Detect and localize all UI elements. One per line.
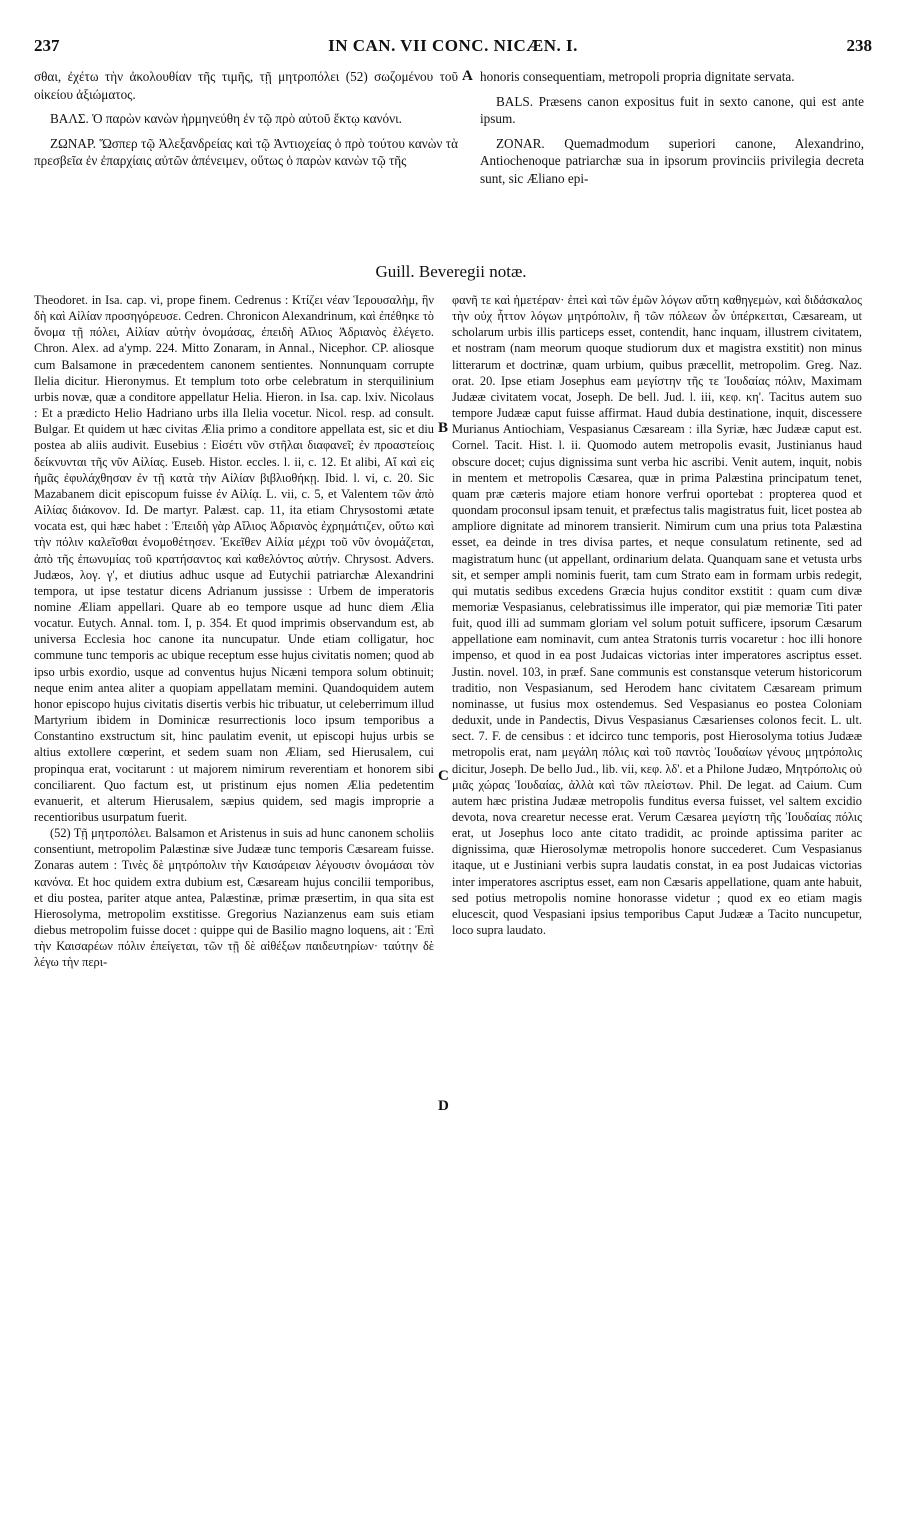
notes-right-column — [452, 292, 862, 938]
greek-zonaras-paragraph: ΖΩΝΑΡ. Ὥσπερ τῷ Ἀλεξανδρείας καὶ τῷ Ἀντιοχείας ὁ πρὸ τούτου κανὼν τὰ πρεσβεῖα ἐν ἐπαρχίαις αὐτῶν ἀπένειμεν, οὕτως ὁ παρὼν κανὼν τῷ τῆς — [34, 135, 458, 169]
margin-marker-a: A — [462, 68, 473, 84]
latin-balsamon-paragraph: BALS. Præsens canon expositus fuit in sexto canone, qui est ante ipsum. — [480, 93, 864, 127]
notes-left-column — [34, 292, 434, 971]
canon-greek-column — [34, 68, 458, 177]
margin-marker-d: D — [438, 1098, 449, 1114]
latin-canon-paragraph: honoris consequentiam, metropoli propria dignitate servata. — [480, 69, 795, 84]
running-head — [34, 36, 872, 60]
note-paragraph-continued: φανῆ τε καὶ ἡμετέραν· ἐπεὶ καὶ τῶν ἐμῶν λόγων αὕτη καθηγεμὼν, καὶ διδάσκαλος τὴν οὐχ ἧττον λόγων μητρόπολιν, ἢ τῶν πόλεων ὧν ὑπέρκειται, Cæsaream, ut scholarum urbis illis particeps esset, contendit, hanc inquam, illustrem civitatem, et nostram (nam meorum quoque studiorum dux et magistra exstitit) non minus litterarum et doctrinæ, quam urbium, quibus præcellit, metropolim. Greg. Naz. orat. 20. Ipse etiam Josephus eam μεγίστην τῆς τε Ἰουδαίας πόλιν, Maximam Judææ civitatem vocat, Joseph. De bell. Jud. l. iii, κεφ. κη'. Tacitus autem suo tempore Judææ caput fuisse affirmat. Haud dubia destinatione, inquit, discessere Murianus Antiochiam, Vespasianus Cæsaream : illa Syriæ, hæc Judææ caput est. Cornel. Tacit. Hist. l. ii. Quomodo autem metropolis evasit, Justinianus haud obscure docet; cujus dignissima sunt verba hic ascribi. Venit autem, inquit, nobis in mentem et metropolis Cæsarea, quæ in prima Palæstina principatum tenet, quam præ cæteris majore etiam honore verfrui oportebat : propterea quod et quondam proconsul ipsam tenuit, et præfectus talis magistratus fuit, licet postea ab ampliore dignitate ad minorem transierit. Nimirum cum una prius tota Palæstina esset, ea deinde in tres divisa partes, et neque consulatum retinente, sed ad magistratum hunc (ut appellant, ordinarium delata. Quanquam sane et vetusta urbs sit, et semper ampli nominis fuerit, tam cum Strato eam in formam urbis redegit, qui mutatis sedibus excedens Græcia hujus conditor exstitit : quam cum divæ memoriæ Vespasianus, celebratissimus ille imperator, qui piæ memoriæ Titi pater fuit, quod illi ad summam gloriam vel solum potuit sufficere, ipsorum Cæsarum appellatione eam nominavit, cum antea Stratonis turris vocaretur : hoc illi honore impenso, et quod in ea post Judaicas victorias inter imperatores ascriptus esset. Justin. novel. 103, in præf. Sane communis est constansque veterum historicorum traditio, non Vespasianum, sed Herodem hanc civitatem Cæsaream primum nominasse, ut fusius mox ostendemus. Sed Vespasianus eo postea Coloniam deduxit, unde in Pandectis, Divus Vespasianus Cæsarienses colonos fecit. L. ult. sect. 7. F. de censibus : et idcirco tunc temporis, post Hierosolyma totius Judææ metropolis erat, nam μεγάλη πόλις καὶ τοῦ παντὸς Ἰουδαίων γένους μητρόπολις dicitur, Joseph. De bello Jud., lib. vii, κεφ. λδ'. et a Philone Judæo, Μητρόπολις οὐ μιᾶς χώρας Ἰουδαίας, ἀλλὰ καὶ τῶν πλείστων. Phil. De legat. ad Caium. Cum autem hæc pristina Judææ metropolis funditus eversa fuisset, vel saltem excidio devota, nova crearetur necesse erat. Verum Cæsarea μεγίστη τῆς Ἰουδαίας πόλις erat, ut Josephus loco ante citato tradidit, ac proinde aptissima pariter ac dignissima, quæ Hierosolymæ metropolis honore succederet. Cum Vespasianus itaque, ut e Justiniani verbis supra laudatis constat, in ea post Judaicas victorias inter imperatores ascriptus esset, eam non Cæsaris appellatione, quam ante habuit, sed potius metropolis nomine honorasse videtur ; quod ex eo etiam magis elucescit, quod Vespasiani ipsius temporibus Caput Judææ a Tacito nuncupetur, loco supra laudato. — [452, 293, 862, 938]
canon-latin-column — [480, 68, 864, 195]
running-title: IN CAN. VII CONC. NICÆN. I. — [328, 36, 578, 55]
right-page-number: 238 — [846, 36, 872, 55]
latin-zonaras-paragraph: ZONAR. Quemadmodum superiori canone, Alexandrino, Antiochenoque patriarchæ sua in ipsorum provinciis privilegia decreta sunt, sic Æliano epi- — [480, 135, 864, 186]
note-paragraph-52: (52) Τῇ μητροπόλει. Balsamon et Aristenus in suis ad hunc canonem scholiis consentiunt, metropolim Palæstinæ sive Judææ tunc temporis Cæsaream fuisse. Zonaras autem : Τινὲς δὲ μητρόπολιν τὴν Καισάρειαν λέγουσιν ὀνομάσαι τὸν κανόνα. Et hoc quidem extra dubium est, Cæsaream hujus concilii temporibus, et diu postea, pariter atque antea, Palæstinæ, primæ præsertim, in qua sita est Hierosolyma, metropolim exstitisse. Gregorius Nazianzenus eam suis etiam diebus metropolim fuisse docet : quippe qui de Basilio magno loquens, ait : Ἐπὶ τὴν Καισαρέων πόλιν ἐπείγεται, τῶν τῇ δὲ αἰθέξων παιδευτηρίων· ταύτην δὲ λέγω τὴν περι- — [34, 826, 434, 970]
notes-section-title: Guill. Beveregii notæ. — [375, 262, 527, 281]
margin-marker-b: B — [438, 420, 449, 436]
note-paragraph: Theodoret. in Isa. cap. vi, prope finem. Cedrenus : Κτίζει νέαν Ἱερουσαλὴμ, ἣν δὴ καὶ Αἰλίαν προσηγόρευσε. Cedren. Chronicon Alexandrinum, καὶ ἐπέθηκε τὸ ὄνομα τῇ πόλει, Αἰλίαν αὐτὴν ὀνομάσας, ἐπειδὴ Αἴλιος Ἀδριανὸς ἐλέγετο. Chron. Alex. ad a'ymp. 224. Mitto Zonaram, in Annal., Nicephor. CP. aliosque cum Balsamone in præcedentem canonem sentientes. Nonnunquam corrupte Ilelia dicitur. Hieronymus. Et templum toto orbe celebratum in sterquilinium urbis novæ, quæ a conditore appellatur Helia. Hieron. in Isa. cap. lxiv. Nicolaus : Et a prædicto Helio Hadriano urbs illa Ilelia vocetur. Nicol. resp. ad consult. Bulgar. Et quidem ut hæc civitas Ælia primo a conditore appellata est, sic et diu postea ab aliis audivit. Eusebius : Εἰσέτι νῦν στῆλαι διαφανεῖ; ἐν προαστείοις δείκνυνται τῆς νῦν Αἰλίας. Euseb. Histor. eccles. l. ii, c. 12. Et alibi, Αἵ καὶ εἰς ἡμᾶς ἐφυλάχθησαν ἐν τῇ κατὰ τὴν Αἰλίαν βιβλιοθήκῃ. Ibid. l. vi, c. 20. Sic Mazabanem dicit episcopum fuisse ἐν Αἰλίᾳ. L. vii, c. 5, et Valentem τῶν ἀπὸ Αἰλίας διάκονον. Id. De martyr. Palæst. cap. 11, ita etiam Chrysostomi ætate vocata est, qui hæc habet : Ἐπειδὴ γὰρ Αἴλιος Ἀδριανὸς ἐχρημάτιζεν, οὕτω καὶ τὴν πόλιν καλεῖσθαι ἐνομοθέτησεν. Ἐκεῖθεν Αἰλία μέχρι τοῦ νῦν ὀνομάζεται, ἀπὸ τῆς ἐπωνυμίας τοῦ κρατήσαντος καὶ καθελόντος αὐτήν. Chrysost. Advers. Judæos, λογ. γ', et diutius adhuc usque ad Eutychii patriarchæ Alexandrini tempora, ut ipse testatur dicens Adrianum jussisse : Urbem de imperatoris nomine Æliam appellari. Quare ab eo tempore usque ad hunc diem Ælia vocatur. Eutych. Annal. tom. I, p. 354. Et quod imprimis observandum est, ab universa Ecclesia hoc canone ita nuncupatur. Unde etiam colligatur, hoc commune tunc temporis ac ubique receptum esse hujus civitatis nomen; quod ab ipso urbis exordio, usque ad conventus hujus Nicæni tempora solum obtinuit; neque enim antea aliter a quopiam appellatam memini. Quandoquidem autem honor episcopo hujus civitatis disertis verbis hic tribuatur, ut celeberrimum illud Martyrium ibidem in Dominicæ resurrectionis loco ipsum temporibus a Constantino exstructum sit, hinc paulatim evenit, ut episcopi hujus urbis se altius extollere cœperint, et sedem suam non Æliam, sed Hierusalem, cui propinqua erat, vocitarunt : ut majorem nimirum reverentiam et honorem sibi conciliarent. Quo factum est, ut pristinum ejus nomen Ælia pedetentim evanuerit, et alterum Hierusalem, sæpius quidem, sed magis improprie a recentioribus usurpatum fuerit. — [34, 293, 434, 824]
greek-canon-paragraph: σθαι, ἐχέτω τὴν ἀκολουθίαν τῆς τιμῆς, τῇ μητροπόλει (52) σωζομένου τοῦ οἰκείου ἀξιώματος. — [34, 69, 458, 102]
left-page-number: 237 — [34, 36, 60, 55]
margin-marker-c: C — [438, 768, 449, 784]
greek-balsamon-paragraph: ΒΑΛΣ. Ὁ παρὼν κανὼν ἡρμηνεύθη ἐν τῷ πρὸ αὐτοῦ ἕκτῳ κανόνι. — [50, 111, 402, 127]
